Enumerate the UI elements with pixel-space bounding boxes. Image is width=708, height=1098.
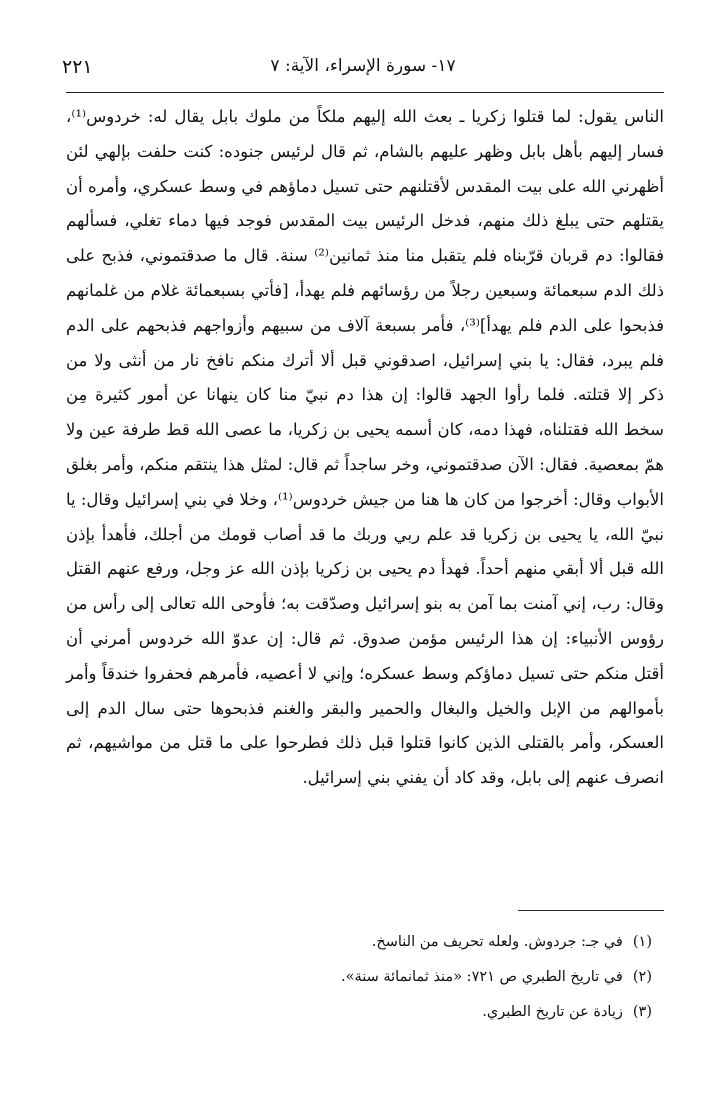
page-header [62,52,664,82]
footnote-text: زيادة عن تاريخ الطبري. [482,1004,623,1020]
footnote-separator [518,910,664,911]
footnote-3 [66,998,652,1033]
footnote-text: في تاريخ الطبري ص ٧٢١: «منذ ثمانمائة سنة». [340,969,623,985]
footnote-text: في جـ: جردوش. ولعله تحريف من الناسخ. [371,934,623,950]
footnote-1 [66,928,652,963]
page-number: ٢٢١ [62,56,93,78]
footnote-number: (٢) [632,969,652,985]
header-rule [66,92,664,93]
footnote-number: (١) [632,934,652,950]
running-title: ١٧- سورة الإسراء، الآية: ٧ [270,56,456,76]
footnote-2 [66,963,652,998]
paragraph: الناس يقول: لما قتلوا زكريا ـ بعث الله إليهم ملكاً من ملوك بابل يقال له: خردوس⁽¹⁾، فسار إليهم بأهل بابل وظهر عليهم بالشام، ثم قال لرئيس جنوده: كنت حلفت بإلهي لئن أظهرني الله على بيت المقدس لأقتلنهم حتى تسيل دماؤهم في وسط عسكري، وأمره أن يقتلهم حتى يبلغ ذلك منهم، فدخل الرئيس بيت المقدس فوجد فيها دماء تغلي، فسألهم فقالوا: دم قربان قرّبناه فلم يتقبل منا منذ ثمانين⁽²⁾ سنة. قال ما صدقتموني، فذبح على ذلك الدم سبعمائة وسبعين رجلاً من رؤسائهم فلم يهدأ، [فأتي بسبعمائة غلام من غلمانهم فذبحوا على الدم فلم يهدأ]⁽³⁾، فأمر بسبعة آلاف من سبيهم وأزواجهم فذبحهم على الدم فلم يبرد، فقال: يا بني إسرائيل، اصدقوني قبل ألا أترك منكم نافخ نار من أنثى ولا من ذكر إلا قتلته. فلما رأوا الجهد قالوا: إن هذا دم نبيّ منا كان ينهانا عن أمور كثيرة مِن سخط الله فقتلناه، فهذا دمه، كان أسمه يحيى بن زكريا، ما عصى الله قط طرفة عين ولا همّ بمعصية. فقال: الآن صدقتموني، وخر ساجداً ثم قال: لمثل هذا ينتقم منكم، وأمر بغلق الأبواب وقال: أخرجوا من كان ها هنا من جيش خردوس⁽¹⁾، وخلا في بني إسرائيل وقال: يا نبيّ الله، يا يحيى بن زكريا قد علم ربي وربك ما قد أصاب قومك من أجلك، فأهدأ بإذن الله قبل ألا أبقي منهم أحداً. فهدأ دم يحيى بن زكريا بإذن الله عز وجل، ورفع عنهم القتل وقال: رب، إني آمنت بما آمن به بنو إسرائيل وصدّقت به؛ فأوحى الله تعالى إلى رأس من رؤوس الأنبياء: إن هذا الرئيس مؤمن صدوق. ثم قال: إن عدوّ الله خردوس أمرني أن أقتل منكم حتى تسيل دماؤكم وسط عسكره؛ وإني لا أعصيه، فأمرهم فحفروا خندقاً وأمر بأموالهم من الإبل والخيل والبغال والحمير والبقر والغنم فذبحوها حتى سال الدم إلى العسكر، وأمر بالقتلى الذين كانوا قتلوا قبل ذلك فطرحوا على ما قتل من مواشيهم، ثم انصرف عنهم إلى بابل، وقد كاد أن يفني بني إسرائيل. [66,107,664,788]
footnote-number: (٣) [632,1004,652,1020]
body-text [66,100,664,796]
footnotes [66,928,652,1033]
